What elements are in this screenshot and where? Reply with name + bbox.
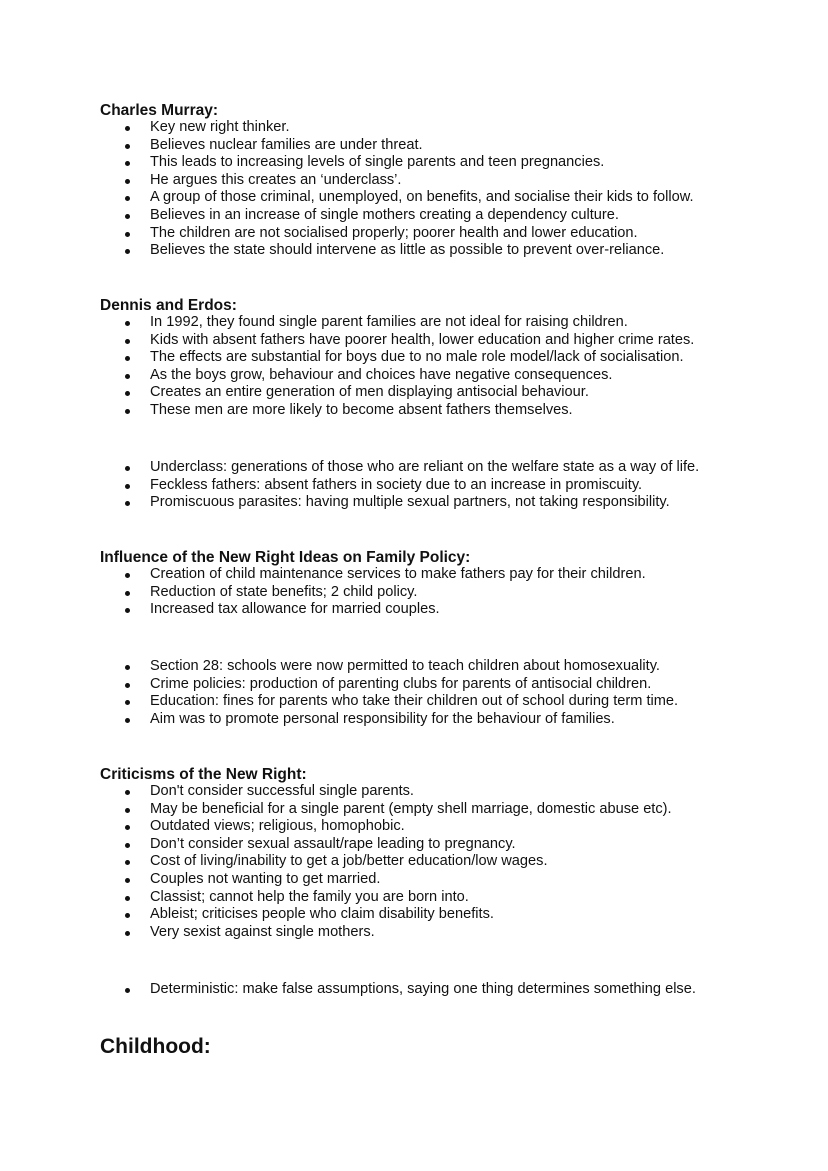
bullet-icon: [125, 808, 130, 813]
list-item: Ableist; criticises people who claim disability benefits.: [100, 906, 780, 924]
bullet-icon: [125, 144, 130, 149]
bullet-icon: [125, 843, 130, 848]
list-item: Don't consider successful single parents.: [100, 783, 780, 801]
section-policy-examples: [100, 658, 780, 728]
bullet-list: [100, 658, 780, 728]
list-item: May be beneficial for a single parent (empty shell marriage, domestic abuse etc).: [100, 801, 780, 819]
list-item: These men are more likely to become absent fathers themselves.: [100, 402, 780, 420]
list-item: He argues this creates an ‘underclass’.: [100, 172, 780, 190]
bullet-icon: [125, 214, 130, 219]
bullet-icon: [125, 878, 130, 883]
list-item: As the boys grow, behaviour and choices have negative consequences.: [100, 367, 780, 385]
bullet-icon: [125, 700, 130, 705]
bullet-icon: [125, 896, 130, 901]
list-item: Increased tax allowance for married couples.: [100, 601, 780, 619]
bullet-icon: [125, 573, 130, 578]
bullet-list: [100, 314, 780, 420]
list-item: Believes in an increase of single mothers creating a dependency culture.: [100, 207, 780, 225]
section-criticisms-extra: [100, 981, 780, 999]
list-item: This leads to increasing levels of single parents and teen pregnancies.: [100, 154, 780, 172]
list-item: Education: fines for parents who take their children out of school during term time.: [100, 693, 780, 711]
list-item: In 1992, they found single parent families are not ideal for raising children.: [100, 314, 780, 332]
list-item: Couples not wanting to get married.: [100, 871, 780, 889]
bullet-icon: [125, 391, 130, 396]
bullet-icon: [125, 591, 130, 596]
bullet-icon: [125, 913, 130, 918]
bullet-icon: [125, 249, 130, 254]
bullet-icon: [125, 608, 130, 613]
bullet-icon: [125, 339, 130, 344]
bullet-icon: [125, 683, 130, 688]
bullet-icon: [125, 825, 130, 830]
bullet-list: [100, 981, 780, 999]
bullet-icon: [125, 501, 130, 506]
bullet-icon: [125, 718, 130, 723]
section-charles-murray: [100, 102, 780, 260]
section-heading: Influence of the New Right Ideas on Family Policy:: [100, 549, 471, 566]
list-item: The children are not socialised properly; poorer health and lower education.: [100, 225, 780, 243]
list-item: Don’t consider sexual assault/rape leading to pregnancy.: [100, 836, 780, 854]
list-item: The effects are substantial for boys due to no male role model/lack of socialisation.: [100, 349, 780, 367]
bullet-list: [100, 459, 780, 512]
list-item: Underclass: generations of those who are reliant on the welfare state as a way of life.: [100, 459, 780, 477]
section-new-right-terms: [100, 459, 780, 512]
bullet-list: [100, 783, 780, 941]
bullet-icon: [125, 790, 130, 795]
section-heading: Charles Murray:: [100, 102, 219, 119]
list-item: Reduction of state benefits; 2 child policy.: [100, 584, 780, 602]
bullet-icon: [125, 179, 130, 184]
list-item: Classist; cannot help the family you are born into.: [100, 889, 780, 907]
section-dennis-erdos: [100, 297, 780, 420]
list-item: Crime policies: production of parenting clubs for parents of antisocial children.: [100, 676, 780, 694]
list-item: Deterministic: make false assumptions, saying one thing determines something else.: [100, 981, 780, 999]
bullet-icon: [125, 321, 130, 326]
section-family-policy: [100, 549, 780, 619]
bullet-icon: [125, 196, 130, 201]
list-item: Promiscuous parasites: having multiple sexual partners, not taking responsibility.: [100, 494, 780, 512]
list-item: Very sexist against single mothers.: [100, 924, 780, 942]
list-item: Cost of living/inability to get a job/better education/low wages.: [100, 853, 780, 871]
bullet-icon: [125, 126, 130, 131]
section-criticisms: [100, 766, 780, 941]
chapter-heading: Childhood:: [100, 1035, 211, 1058]
bullet-icon: [125, 931, 130, 936]
list-item: A group of those criminal, unemployed, on benefits, and socialise their kids to follow.: [100, 189, 780, 207]
bullet-icon: [125, 409, 130, 414]
bullet-list: [100, 566, 780, 619]
list-item: Kids with absent fathers have poorer health, lower education and higher crime rates.: [100, 332, 780, 350]
list-item: Outdated views; religious, homophobic.: [100, 818, 780, 836]
list-item: Believes the state should intervene as little as possible to prevent over-reliance.: [100, 242, 780, 260]
list-item: Creates an entire generation of men displaying antisocial behaviour.: [100, 384, 780, 402]
bullet-icon: [125, 466, 130, 471]
bullet-icon: [125, 356, 130, 361]
bullet-icon: [125, 374, 130, 379]
list-item: Key new right thinker.: [100, 119, 780, 137]
list-item: Section 28: schools were now permitted to teach children about homosexuality.: [100, 658, 780, 676]
bullet-icon: [125, 161, 130, 166]
bullet-icon: [125, 988, 130, 993]
bullet-icon: [125, 665, 130, 670]
bullet-icon: [125, 484, 130, 489]
list-item: Believes nuclear families are under threat.: [100, 137, 780, 155]
bullet-list: [100, 119, 780, 260]
list-item: Feckless fathers: absent fathers in society due to an increase in promiscuity.: [100, 477, 780, 495]
list-item: Aim was to promote personal responsibility for the behaviour of families.: [100, 711, 780, 729]
section-heading: Criticisms of the New Right:: [100, 766, 307, 783]
list-item: Creation of child maintenance services to make fathers pay for their children.: [100, 566, 780, 584]
bullet-icon: [125, 232, 130, 237]
bullet-icon: [125, 860, 130, 865]
section-childhood: [100, 1035, 780, 1059]
section-heading: Dennis and Erdos:: [100, 297, 237, 314]
